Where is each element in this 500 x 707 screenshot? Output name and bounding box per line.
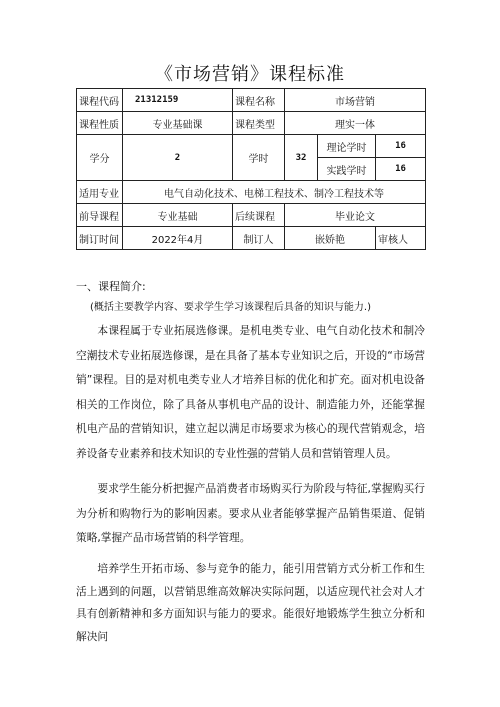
paragraph-2: 要求学生能分析把握产品消费者市场购买行为阶段与特征,掌握购买行为分析和购物行为的影响因素。要求从业者能够掌握产品销售渠道、促销策略,掌握产品市场营销的科学管理。 bbox=[76, 482, 425, 544]
table-row bbox=[77, 204, 426, 227]
paragraph-3: 培养学生开拓市场、参与竞争的能力，能引用营销方式分析工作和生活上遇到的问题，以营销思维高效解决实际问题，以适应现代社会对人才具有创新精神和多方面知识与能力的要求。能很好地锻炼学生独立分析和解决问 bbox=[76, 562, 425, 643]
course-nature-label: 课程性质 bbox=[77, 112, 123, 135]
author-label: 制订人 bbox=[233, 227, 285, 250]
author-value: 嵌娇艳 bbox=[285, 227, 376, 250]
hours-label: 学时 bbox=[233, 135, 285, 181]
course-type-value: 理实一体 bbox=[285, 112, 426, 135]
table-row bbox=[77, 135, 426, 158]
table-row bbox=[77, 89, 426, 112]
credit-value: 2 bbox=[123, 135, 233, 181]
date-label: 制订时间 bbox=[77, 227, 123, 250]
theory-hours-label: 理论学时 bbox=[318, 135, 376, 158]
course-name-label: 课程名称 bbox=[233, 89, 285, 112]
section-heading: 一、课程简介: bbox=[76, 280, 146, 293]
course-type-label: 课程类型 bbox=[233, 112, 285, 135]
followup-label: 后续课程 bbox=[233, 204, 285, 227]
table-row bbox=[77, 227, 426, 250]
course-info-table bbox=[76, 88, 426, 250]
hours-value: 32 bbox=[285, 135, 318, 181]
followup-value: 毕业论文 bbox=[285, 204, 426, 227]
theory-hours-value: 16 bbox=[376, 135, 426, 158]
major-label: 适用专业 bbox=[77, 181, 123, 204]
course-code-value: 21312159 bbox=[123, 89, 233, 112]
date-value: 2022年4月 bbox=[123, 227, 233, 250]
prereq-value: 专业基础 bbox=[123, 204, 233, 227]
practice-hours-label: 实践学时 bbox=[318, 158, 376, 181]
major-value: 电气自动化技术、电梯工程技术、制冷工程技术等 bbox=[123, 181, 426, 204]
practice-hours-value: 16 bbox=[376, 158, 426, 181]
table-row bbox=[77, 181, 426, 204]
course-nature-value: 专业基础课 bbox=[123, 112, 233, 135]
table-row bbox=[77, 112, 426, 135]
section-note: (概括主要教学内容、要求学生学习该课程后具备的知识与能力.) bbox=[90, 302, 371, 313]
document-title: 《市场营销》课程标准 bbox=[155, 64, 345, 85]
reviewer-label: 审核人 bbox=[376, 227, 426, 250]
course-code-label: 课程代码 bbox=[77, 89, 123, 112]
course-name-value: 市场营销 bbox=[285, 89, 426, 112]
paragraph-1: 本课程属于专业拓展选修课。是机电类专业、电气自动化技术和制冷空潮技术专业拓展选修课，是在具备了基本专业知识之后，开设的“市场营销”课程。目的是对机电类专业人才培养目标的优化和扩充。面对机电设备相关的工作岗位，除了具备从事机电产品的设计、制造能力外，还能掌握机电产品的营销知识，建立起以满足市场要求为核心的现代营销观念，培养设备专业素养和技术知识的专业性强的营销人员和营销管理人员。 bbox=[76, 324, 425, 460]
credit-label: 学分 bbox=[77, 135, 123, 181]
prereq-label: 前导课程 bbox=[77, 204, 123, 227]
